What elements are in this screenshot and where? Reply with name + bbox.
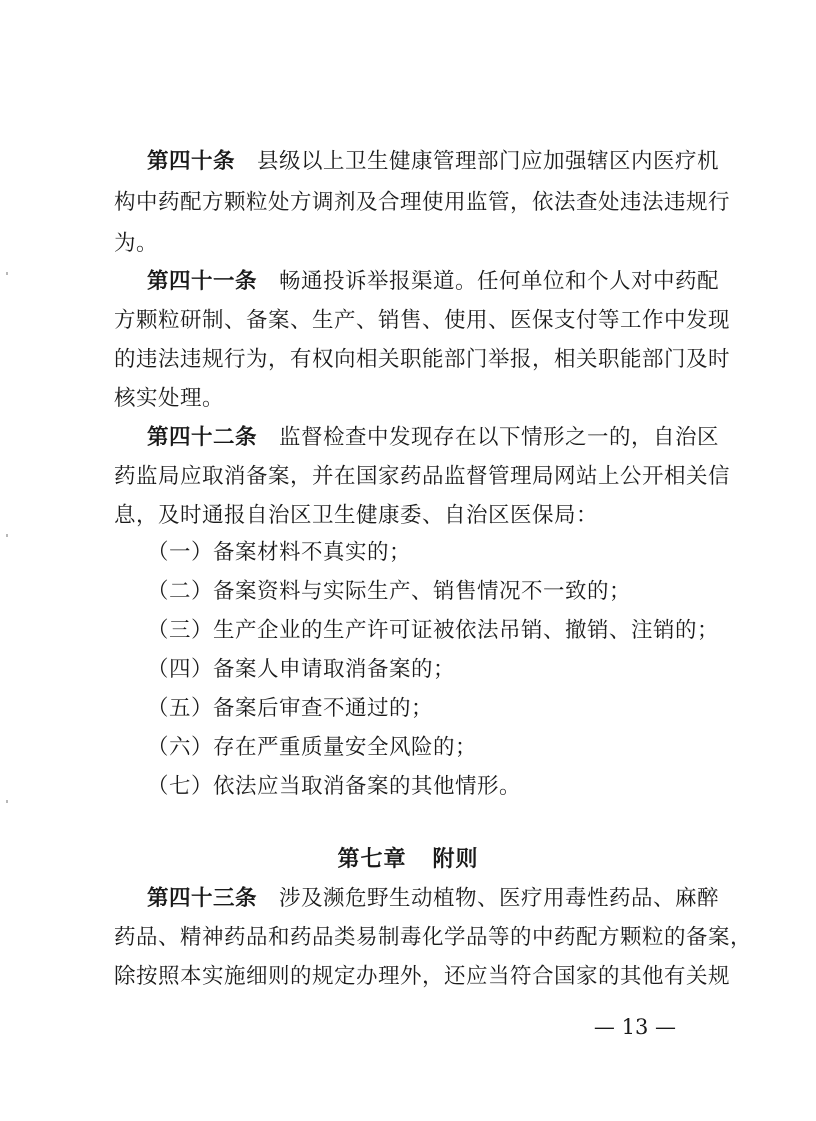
article-41-line-1 <box>147 267 747 297</box>
article-41-line-2: 方颗粒研制、备案、生产、销售、使用、医保支付等工作中发现 <box>114 308 731 333</box>
article-40-number: 第四十条 <box>147 149 236 174</box>
article-40-line-1 <box>147 147 747 177</box>
chapter-title: 附则 <box>432 847 479 872</box>
article-43-text: 涉及濒危野生动植物、医疗用毒性药品、麻醉 <box>279 886 720 911</box>
list-item: （六）存在严重质量安全风险的； <box>147 735 478 760</box>
list-item: （三）生产企业的生产许可证被依法吊销、撤销、注销的； <box>147 618 720 643</box>
chapter-number: 第七章 <box>337 847 407 872</box>
list-item: （四）备案人申请取消备案的； <box>147 657 456 682</box>
article-41-number: 第四十一条 <box>147 269 258 294</box>
article-43-line-2: 药品、精神药品和药品类易制毒化学品等的中药配方颗粒的备案， <box>114 925 753 950</box>
article-42-line-2: 药监局应取消备案，并在国家药品监督管理局网站上公开相关信 <box>114 464 731 489</box>
list-item: （二）备案资料与实际生产、销售情况不一致的； <box>147 579 632 604</box>
article-42-number: 第四十二条 <box>147 425 258 450</box>
scan-mark <box>6 534 8 537</box>
scan-mark <box>6 800 8 803</box>
article-43-number: 第四十三条 <box>147 886 258 911</box>
chapter-heading <box>0 845 816 875</box>
article-41-text: 畅通投诉举报渠道。任何单位和个人对中药配 <box>279 269 720 294</box>
article-42-text: 监督检查中发现存在以下情形之一的，自治区 <box>279 425 720 450</box>
article-41-line-3: 的违法违规行为，有权向相关职能部门举报，相关职能部门及时 <box>114 347 731 372</box>
article-40-text: 县级以上卫生健康管理部门应加强辖区内医疗机 <box>257 149 720 174</box>
article-41-line-4: 核实处理。 <box>114 386 225 411</box>
list-item: （一）备案材料不真实的； <box>147 540 412 565</box>
article-42-line-3: 息，及时通报自治区卫生健康委、自治区医保局： <box>114 503 599 528</box>
article-43-line-1 <box>147 884 747 914</box>
article-43-line-3: 除按照本实施细则的规定办理外，还应当符合国家的其他有关规 <box>114 964 731 989</box>
article-42-line-1 <box>147 423 747 453</box>
page-number: — 13 — <box>593 1015 676 1039</box>
list-item: （七）依法应当取消备案的其他情形。 <box>147 774 522 799</box>
scan-mark <box>6 272 8 275</box>
list-item: （五）备案后审查不通过的； <box>147 696 434 721</box>
article-40-line-3: 为。 <box>114 231 159 256</box>
article-40-line-2: 构中药配方颗粒处方调剂及合理使用监管，依法查处违法违规行 <box>114 190 731 215</box>
